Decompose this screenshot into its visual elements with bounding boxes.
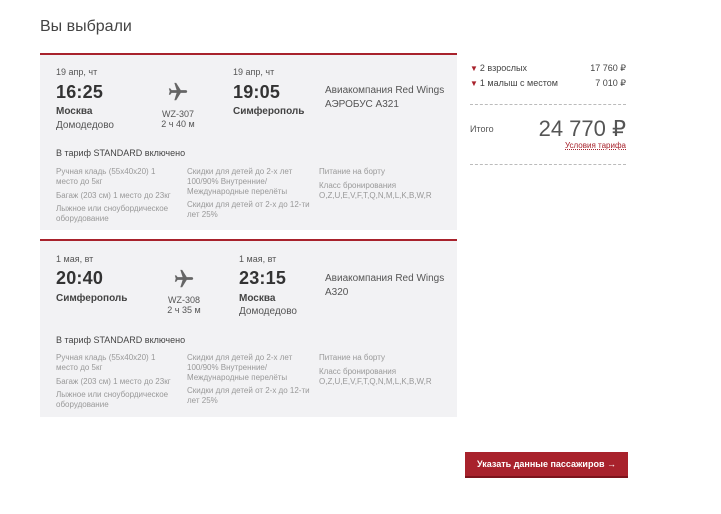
tariff-title: В тариф STANDARD включено — [56, 148, 186, 158]
total-label: Итого — [470, 124, 494, 134]
tariff-booking-class: Класс бронирования O,Z,U,E,V,F,T,Q,N,M,L,K,B,W,R — [319, 181, 432, 200]
departure-airport: Домодедово — [56, 120, 114, 131]
tariff-hand-luggage: Ручная кладь (55x40x20) 1 место до 5кг — [56, 353, 156, 372]
arrival-city: Москва — [239, 293, 276, 304]
tariff-child-discount-under2: Скидки для детей до 2-х лет 100/90% Внутренние/ Международные перелёты — [187, 353, 293, 382]
tariff-hand-luggage: Ручная кладь (55x40x20) 1 место до 5кг — [56, 167, 156, 186]
departure-city: Симферополь — [56, 293, 128, 304]
summary-row-label: 1 малыш с местом — [479, 78, 558, 88]
total-amount: 24 770 ₽ — [538, 116, 626, 141]
tariff-ski-equipment: Лыжное или сноубордическое оборудование — [56, 390, 169, 409]
flight-number: WZ-307 — [161, 109, 194, 119]
airline-name: Авиакомпания Red Wings — [325, 273, 445, 284]
departure-city: Москва — [56, 106, 93, 117]
summary-divider — [470, 104, 626, 105]
flight-number: WZ-308 — [167, 295, 200, 305]
tariff-baggage: Багаж (203 см) 1 место до 23кг — [56, 191, 171, 200]
tariff-baggage: Багаж (203 см) 1 место до 23кг — [56, 377, 171, 386]
tariff-child-discount-2to12: Скидки для детей от 2-х до 12-ти лет 25% — [187, 386, 310, 405]
departure-date: 1 мая, вт — [56, 254, 94, 264]
summary-row-label: 2 взрослых — [479, 63, 527, 73]
tariff-title: В тариф STANDARD включено — [56, 335, 186, 345]
summary-divider — [470, 164, 626, 165]
airline-name: Авиакомпания Red Wings — [325, 85, 445, 96]
summary-row-amount: 17 760 ₽ — [590, 63, 626, 73]
tariff-terms-link[interactable]: Условия тарифа — [565, 141, 626, 150]
flight-card-outbound — [40, 53, 457, 230]
arrival-time: 23:15 — [239, 268, 287, 288]
tariff-child-discount-under2: Скидки для детей до 2-х лет 100/90% Внутренние/ Международные перелёты — [187, 167, 293, 196]
page-title: Вы выбрали — [40, 18, 132, 35]
summary-row-infant[interactable] — [470, 78, 558, 88]
tariff-booking-class: Класс бронирования O,Z,U,E,V,F,T,Q,N,M,L,K,B,W,R — [319, 367, 432, 386]
flight-duration: 2 ч 40 м — [161, 119, 195, 129]
enter-passenger-data-button[interactable]: Указать данные пассажиров → — [465, 452, 628, 478]
summary-row-amount: 7 010 ₽ — [595, 78, 626, 88]
plane-icon — [167, 81, 189, 103]
departure-date: 19 апр, чт — [56, 67, 98, 77]
tariff-meal: Питание на борту — [319, 353, 385, 362]
arrival-date: 1 мая, вт — [239, 254, 277, 264]
flight-duration: 2 ч 35 м — [167, 305, 201, 315]
tariff-child-discount-2to12: Скидки для детей от 2-х до 12-ти лет 25% — [187, 200, 310, 219]
departure-time: 20:40 — [56, 268, 104, 288]
arrival-date: 19 апр, чт — [233, 67, 275, 77]
flight-card-return — [40, 239, 457, 417]
arrival-airport: Домодедово — [239, 306, 297, 317]
tariff-meal: Питание на борту — [319, 167, 385, 176]
aircraft-type: A320 — [325, 287, 349, 298]
arrival-time: 19:05 — [233, 82, 281, 102]
plane-icon — [173, 268, 195, 290]
arrival-city: Симферополь — [233, 106, 305, 117]
triangle-down-icon: ▼ — [470, 64, 478, 73]
tariff-ski-equipment: Лыжное или сноубордическое оборудование — [56, 204, 169, 223]
departure-time: 16:25 — [56, 82, 104, 102]
aircraft-type: АЭРОБУС A321 — [325, 99, 399, 110]
summary-row-adults[interactable] — [470, 63, 527, 73]
triangle-down-icon: ▼ — [470, 79, 478, 88]
